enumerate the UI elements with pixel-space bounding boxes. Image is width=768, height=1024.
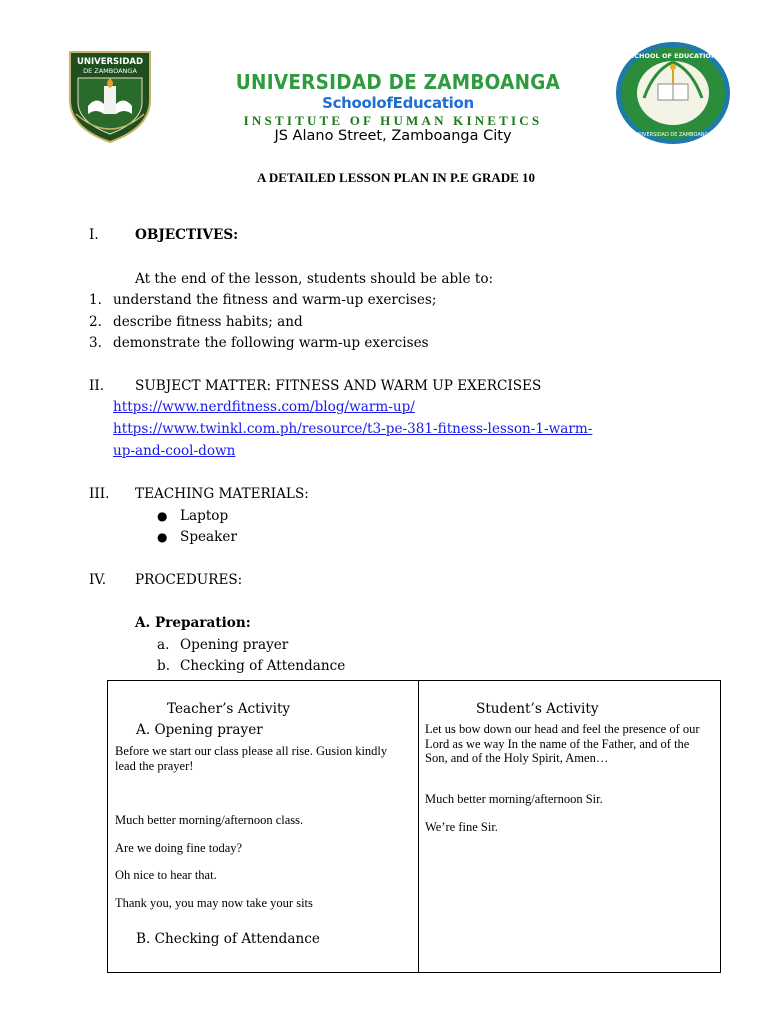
- teacher-line: Much better morning/afternoon class.: [115, 813, 304, 827]
- reference-link-nerdfitness[interactable]: https://www.nerdfitness.com/blog/warm-up/: [113, 399, 415, 415]
- subject-heading: SUBJECT MATTER: FITNESS AND WARM UP EXERCISES: [135, 378, 542, 394]
- bullet-icon: ●: [157, 530, 168, 544]
- objectives-intro: At the end of the lesson, students should be able to:: [135, 271, 494, 287]
- objective-number: 1.: [89, 292, 102, 308]
- objectives-numeral: I.: [89, 227, 99, 243]
- right-seal-text-bottom: UNIVERSIDAD DE ZAMBOANGA: [634, 132, 712, 138]
- school-name: SchoolofEducation: [322, 94, 474, 112]
- procedures-heading: PROCEDURES:: [135, 572, 243, 588]
- objective-item: demonstrate the following warm-up exercises: [113, 335, 429, 351]
- address: JS Alano Street, Zamboanga City: [274, 128, 512, 144]
- teacher-subheading-opening-prayer: A. Opening prayer: [136, 722, 263, 738]
- material-item: Speaker: [180, 529, 237, 545]
- subject-numeral: II.: [89, 378, 105, 394]
- objective-item: understand the fitness and warm-up exercises;: [113, 292, 437, 308]
- student-activity-header: Student’s Activity: [476, 701, 599, 717]
- reference-link-twinkl-continued[interactable]: up-and-cool-down: [113, 443, 236, 459]
- table-column-divider: [418, 681, 419, 972]
- material-item: Laptop: [180, 508, 229, 524]
- teacher-line: Are we doing fine today?: [115, 841, 243, 855]
- materials-numeral: III.: [89, 486, 110, 502]
- right-seal-text: SCHOOL OF EDUCATION: [629, 52, 717, 60]
- teacher-line: Thank you, you may now take your sits: [115, 896, 313, 910]
- document-title: A DETAILED LESSON PLAN IN P.E GRADE 10: [256, 170, 536, 185]
- teacher-line: Oh nice to hear that.: [115, 868, 217, 882]
- student-line: Let us bow down our head and feel the presence of our Lord as we way In the name of the Father, and of the Son, and of the Holy Spirit, Amen…: [425, 722, 700, 765]
- procedure-letter: a.: [157, 637, 170, 653]
- teacher-activity-header: Teacher’s Activity: [167, 701, 291, 717]
- student-line: Much better morning/afternoon Sir.: [425, 792, 603, 806]
- university-name: UNIVERSIDAD DE ZAMBOANGA: [235, 70, 561, 94]
- bullet-icon: ●: [157, 509, 168, 523]
- seal-text-top: UNIVERSIDAD: [76, 57, 144, 67]
- teacher-line: Before we start our class please all rise. Gusion kindly lead the prayer!: [115, 744, 388, 773]
- student-line: We’re fine Sir.: [425, 820, 498, 834]
- procedure-item: Checking of Attendance: [180, 658, 346, 674]
- activity-table: [107, 680, 721, 973]
- procedures-numeral: IV.: [89, 572, 107, 588]
- preparation-heading: A. Preparation:: [135, 615, 251, 631]
- objective-number: 2.: [89, 314, 102, 330]
- procedure-letter: b.: [157, 658, 171, 674]
- reference-link-twinkl[interactable]: https://www.twinkl.com.ph/resource/t3-pe-381-fitness-lesson-1-warm-: [113, 421, 593, 437]
- procedure-item: Opening prayer: [180, 637, 289, 653]
- teacher-subheading-attendance: B. Checking of Attendance: [136, 931, 320, 947]
- objective-number: 3.: [89, 335, 102, 351]
- seal-text-sub: DE ZAMBOANGA: [83, 67, 137, 75]
- institute-name: INSTITUTE OF HUMAN KINETICS: [243, 113, 543, 128]
- materials-heading: TEACHING MATERIALS:: [135, 486, 309, 502]
- objectives-heading: OBJECTIVES:: [135, 227, 239, 243]
- objective-item: describe fitness habits; and: [113, 314, 303, 330]
